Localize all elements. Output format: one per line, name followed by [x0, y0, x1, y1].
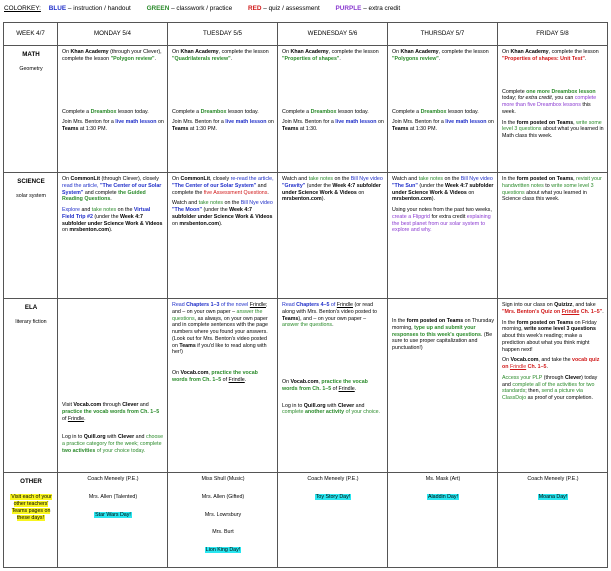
header-week: WEEK 4/7	[4, 23, 58, 46]
weekly-schedule-table	[3, 22, 608, 568]
other-friday-cell	[498, 473, 608, 568]
math-tue-live: Join Mrs. Benton for a live math lesson on Teams at 1:30 PM.	[172, 119, 274, 133]
math-friday-cell	[498, 46, 608, 173]
color-key-legend	[4, 3, 609, 15]
theme-day-badge: Toy Story Day!	[315, 493, 351, 500]
ela-subject-cell	[4, 299, 58, 473]
other-teacher: Coach Meneely (P.E.)	[527, 476, 579, 482]
math-fri-form: In the form posted on Teams, write some level 3 questions about what you learned in Math class this week.	[502, 119, 604, 140]
other-wednesday-cell	[278, 473, 388, 568]
ela-fri-vocab-quiz: On Vocab.com, and take the vocab quiz on Frindle Ch. 1–5.	[502, 357, 600, 371]
sci-tue-commonlit: On CommonLit, closely re-read the article, "The Center of our Solar System" and complete the five Assessment Questions.	[172, 176, 274, 196]
subject-topic: Geometry	[19, 65, 43, 72]
legend-blue: BLUE – instruction / handout	[48, 5, 131, 12]
other-teacher: Miss Shull (Music)	[201, 476, 245, 482]
legend-red: RED – quiz / assessment	[247, 5, 320, 12]
science-wednesday-cell	[278, 173, 388, 299]
other-teacher: Ms. Mask (Art)	[425, 476, 461, 482]
ela-tue-read: Read Chapters 1–3 of the novel Frindle; and – on your own paper – answer the questions, as always, on your own paper and in complete sentences with the page numbers where you found your answers. (Look out for Mrs. Benton's video posted on Teams if you'd like to read along with her!)	[172, 302, 268, 356]
math-monday-cell	[58, 46, 168, 173]
ela-tue-vocab: On Vocab.com, practice the vocab words from Ch. 1–5 of Frindle.	[172, 370, 258, 383]
header-friday: FRIDAY 5/8	[498, 23, 608, 46]
theme-day-badge: Aladdin Day!	[427, 493, 459, 500]
ela-mon-vocab: Visit Vocab.com through Clever and practice the vocab words from Ch. 1–5 of Frindle.	[62, 402, 160, 422]
header-wednesday: WEDNESDAY 5/6	[278, 23, 388, 46]
math-wed-khan: On Khan Academy, complete the lesson "Properties of shapes".	[282, 49, 379, 62]
subject-name: OTHER	[20, 478, 42, 485]
math-wed-dreambox: Complete a Dreambox lesson today.	[282, 108, 369, 115]
ela-monday-cell	[58, 299, 168, 473]
header-thursday: THURSDAY 5/7	[388, 23, 498, 46]
other-monday-cell	[58, 473, 168, 568]
other-teacher: Coach Meneely (P.E.)	[307, 476, 359, 482]
math-wednesday-cell	[278, 46, 388, 173]
math-row	[4, 46, 608, 173]
subject-name: SCIENCE	[17, 178, 45, 185]
ela-row	[4, 299, 608, 473]
sci-mon-commonlit: On CommonLit (through Clever), closely read the article, "The Center of our Solar System" and complete the Guided Reading Questions.	[62, 176, 162, 203]
subject-topic: solar system	[16, 192, 46, 199]
other-note: Visit each of your other teachers' Teams pages on these days!	[11, 493, 52, 522]
theme-day-badge: Star Wars Day!	[95, 511, 131, 518]
ela-wed-quill: Log in to Quill.org with Clever and complete another activity of your choice.	[282, 402, 381, 416]
other-tuesday-cell	[168, 473, 278, 568]
math-tue-dreambox: Complete a Dreambox lesson today.	[172, 108, 259, 115]
math-thu-dreambox: Complete a Dreambox lesson today.	[392, 108, 479, 115]
math-mon-live: Join Mrs. Benton for a live math lesson on Teams at 1:30 PM.	[62, 119, 164, 133]
header-monday: MONDAY 5/4	[58, 23, 168, 46]
ela-mon-quill: Log in to Quill.org with Clever and choose a practice category for the week; complete two activities of your choice today.	[62, 434, 164, 454]
color-key-label: COLORKEY:	[4, 5, 41, 12]
math-fri-dreambox: Complete one more Dreambox lesson today; for extra credit, you can complete more than five Dreambox lessons this week.	[502, 88, 597, 115]
other-teacher: Coach Meneely (P.E.)	[87, 476, 139, 482]
subject-name: MATH	[22, 51, 40, 58]
sci-tue-video: Watch and take notes on the Bill Nye video "The Moon" (under the Week 4:7 subfolder under Science Work & Videos on mrsbenton.com).	[172, 200, 273, 227]
ela-wed-read: Read Chapters 4–5 of Frindle (or read along with Mrs. Benton's video posted to Teams), and – on your own paper – answer the questions.	[282, 302, 377, 329]
header-row	[4, 23, 608, 46]
ela-fri-plp: Access your PLP (through Clever) today and complete all of the activities for two standards; then, send a picture via ClassDojo as proof of your completion.	[502, 374, 598, 402]
math-wed-live: Join Mrs. Benton for a live math lesson on Teams at 1:30.	[282, 119, 384, 133]
sci-thu-video: Watch and take notes on the Bill Nye video "The Sun" (under the Week 4:7 subfolder under Science Work & Videos on mrsbenton.com).	[392, 176, 494, 203]
math-tuesday-cell	[168, 46, 278, 173]
other-row	[4, 473, 608, 568]
other-teacher: Mrs. Burt	[212, 529, 234, 536]
ela-fri-form: In the form posted on Teams on Friday morning, write some level 3 questions about this week's reading; make a prediction about what you think might happen next!	[502, 319, 597, 353]
sci-thu-flipgrid: Using your notes from the past two weeks, create a Flipgrid for extra credit explaining the best planet from our solar system to explore and why.	[392, 207, 492, 234]
ela-fri-quizizz: Sign into our class on Quizizz, and take "Mrs. Benton's Quiz on Frindle Ch. 1–5".	[502, 302, 604, 315]
ela-thursday-cell	[388, 299, 498, 473]
science-friday-cell	[498, 173, 608, 299]
header-tuesday: TUESDAY 5/5	[168, 23, 278, 46]
ela-wed-vocab: On Vocab.com, practice the vocab words from Ch. 1–5 of Frindle.	[282, 379, 368, 392]
other-teacher: Mrs. Lowrsbury	[204, 511, 242, 518]
other-teacher: Mrs. Allen (Gifted)	[201, 493, 245, 500]
math-mon-dreambox: Complete a Dreambox lesson today.	[62, 108, 149, 115]
other-subject-cell	[4, 473, 58, 568]
math-fri-khan: On Khan Academy, complete the lesson "Properties of shapes: Unit Test".	[502, 49, 599, 62]
science-monday-cell	[58, 173, 168, 299]
subject-topic: literary fiction	[15, 318, 47, 325]
science-row	[4, 173, 608, 299]
theme-day-badge: Lion King Day!	[205, 547, 241, 554]
science-subject-cell	[4, 173, 58, 299]
science-tuesday-cell	[168, 173, 278, 299]
other-teacher: Mrs. Allen (Talented)	[88, 493, 138, 500]
math-mon-khan: On Khan Academy (through your Clever), complete the lesson "Polygon review".	[62, 49, 162, 62]
sci-mon-fieldtrip: Explore and take notes on the Virtual Field Trip #2 (under the Week 4:7 subfolder under Science Work & Videos on mrsbenton.com).	[62, 207, 163, 234]
ela-friday-cell	[498, 299, 608, 473]
sci-fri-form: In the form posted on Teams, revisit your handwritten notes to write some level 3 questions about what you learned in Science class this week.	[502, 176, 602, 203]
math-subject-cell	[4, 46, 58, 173]
legend-green: GREEN – classwork / practice	[146, 5, 233, 12]
science-thursday-cell	[388, 173, 498, 299]
theme-day-badge: Moana Day!	[538, 493, 568, 500]
math-thu-khan: On Khan Academy, complete the lesson "Polygons review".	[392, 49, 489, 62]
math-thu-live: Join Mrs. Benton for a live math lesson on Teams at 1:30 PM.	[392, 119, 494, 133]
legend-purple: PURPLE – extra credit	[335, 5, 401, 12]
math-tue-khan: On Khan Academy, complete the lesson "Quadrilaterals review".	[172, 49, 269, 62]
sci-wed-video: Watch and take notes on the Bill Nye video "Gravity" (under the Week 4:7 subfolder under Science Work & Videos on mrsbenton.com).	[282, 176, 383, 203]
math-thursday-cell	[388, 46, 498, 173]
other-thursday-cell	[388, 473, 498, 568]
ela-wednesday-cell	[278, 299, 388, 473]
ela-thu-form: In the form posted on Teams on Thursday morning, type up and submit your responses to this week's questions. (Be sure to use proper capitalization and punctuation!)	[392, 318, 494, 352]
ela-tuesday-cell	[168, 299, 278, 473]
subject-name: ELA	[24, 304, 38, 311]
